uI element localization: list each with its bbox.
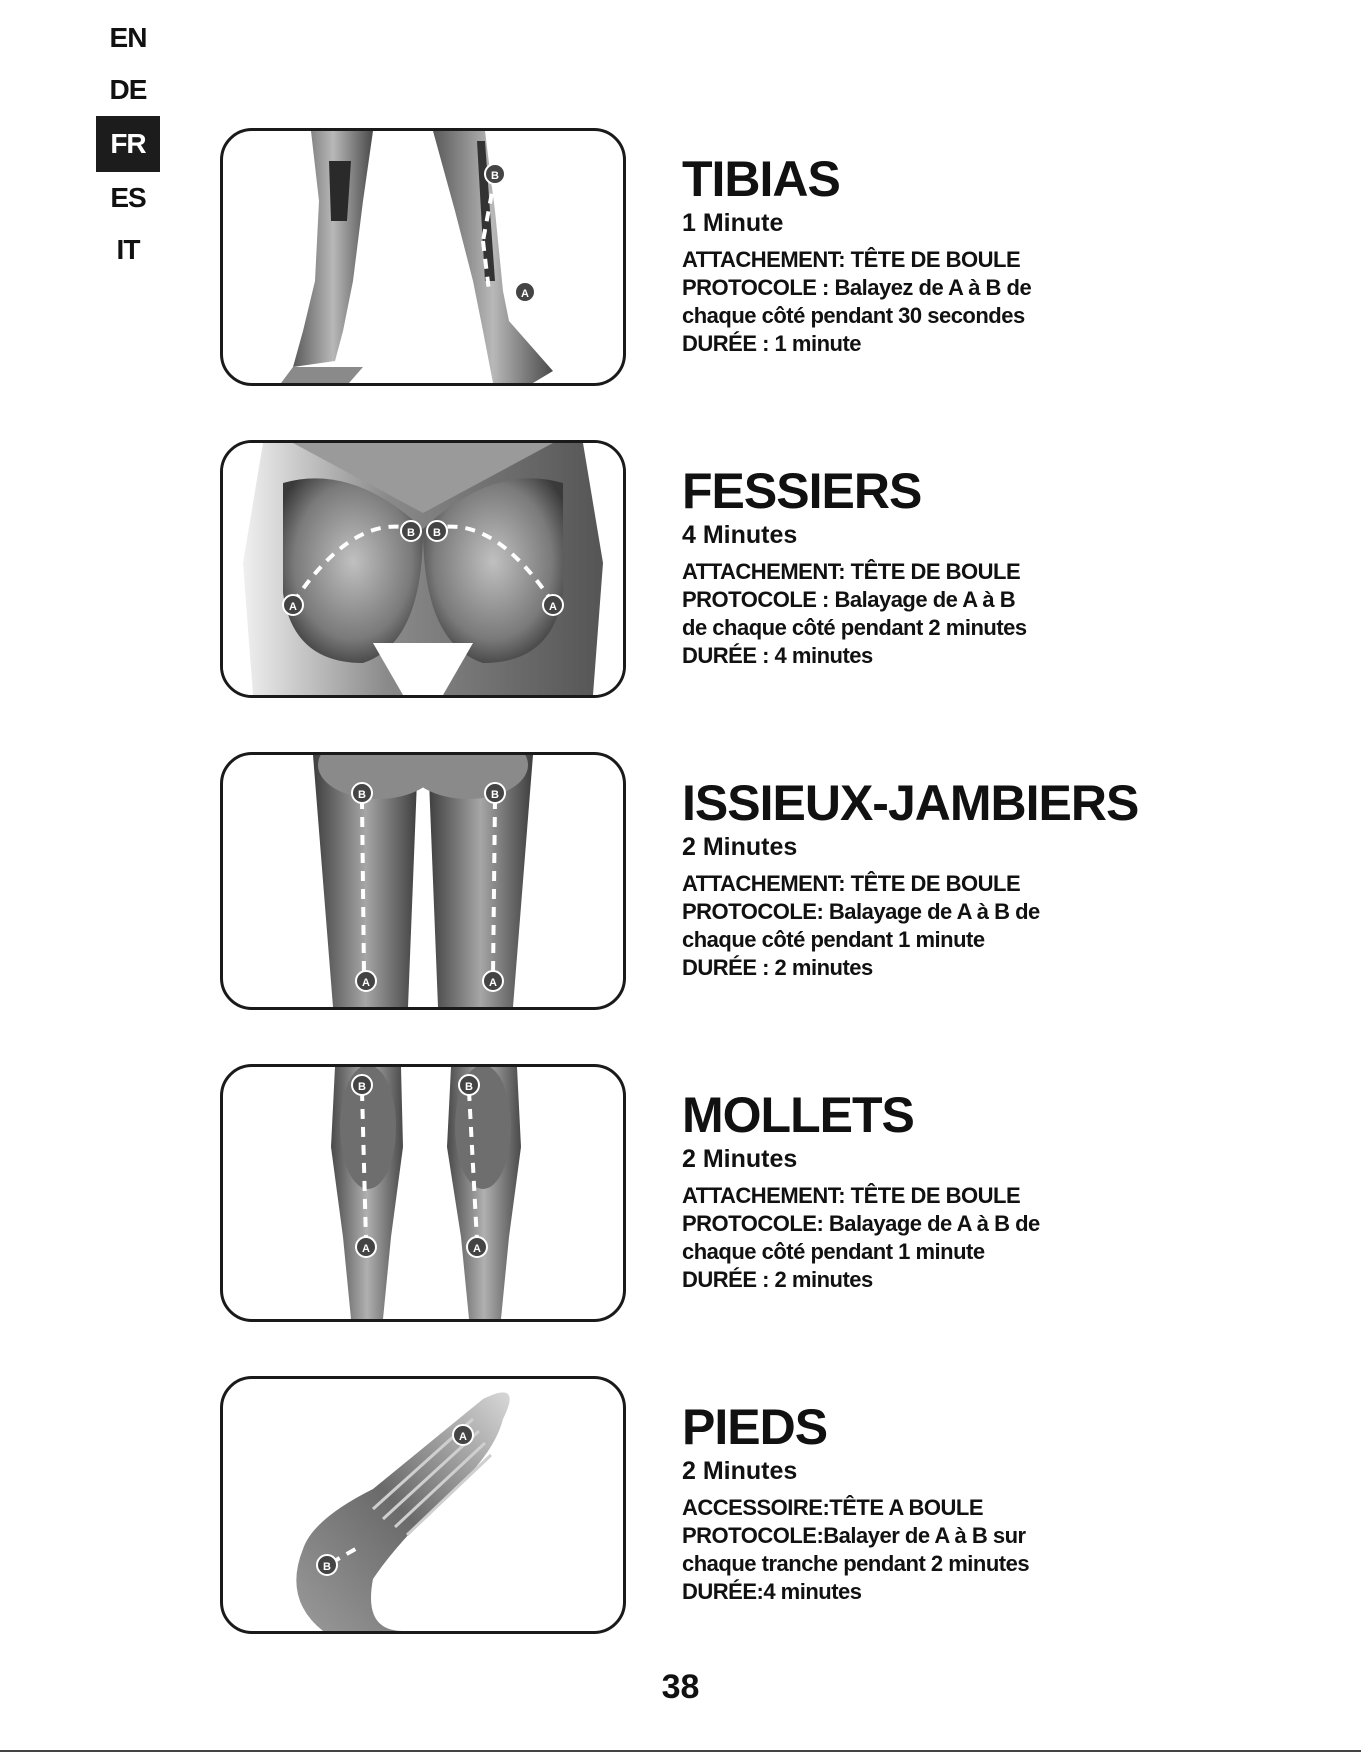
mollets-text [682, 1088, 1322, 1294]
marker-b-label: B [491, 170, 499, 182]
language-nav [96, 12, 160, 276]
marker-a-left-label: A [362, 1243, 370, 1255]
marker-a-label: A [459, 1431, 467, 1443]
marker-b-label: B [323, 1561, 331, 1573]
attachment-text: ATTACHEMENT: TÊTE DE BOULE [682, 247, 1021, 272]
lang-en[interactable]: EN [109, 22, 147, 53]
section-duration: 2 Minutes [682, 1145, 798, 1173]
section-duration: 4 Minutes [682, 521, 798, 549]
protocol-text-cont: chaque tranche pendant 2 minutes [682, 1551, 1030, 1576]
marker-a-left-label: A [289, 601, 297, 613]
calves-anatomy-image [223, 1067, 623, 1319]
protocol-text: PROTOCOLE : Balayage de A à B [682, 587, 1016, 612]
protocol-text: PROTOCOLE: Balayage de A à B de [682, 1211, 1040, 1236]
duration-text: DURÉE : 1 minute [682, 331, 862, 356]
hamstrings-illustration [220, 752, 626, 1010]
section-pieds [220, 1376, 1320, 1634]
marker-b-right-label: B [491, 789, 499, 801]
shins-illustration [220, 128, 626, 386]
section-mollets [220, 1064, 1320, 1322]
attachment-text: ATTACHEMENT: TÊTE DE BOULE [682, 1183, 1021, 1208]
marker-a-left-label: A [362, 977, 370, 989]
marker-a-right-label: A [549, 601, 557, 613]
protocol-text: PROTOCOLE:Balayer de A à B sur [682, 1523, 1026, 1548]
section-fessiers [220, 440, 1320, 698]
attachment-text: ACCESSOIRE:TÊTE A BOULE [682, 1495, 984, 1520]
section-duration: 2 Minutes [682, 1457, 798, 1485]
feet-anatomy-image [223, 1379, 623, 1631]
protocol-text-cont: chaque côté pendant 1 minute [682, 927, 985, 952]
marker-a-label: A [521, 288, 529, 300]
section-title: MOLLETS [682, 1087, 914, 1143]
bottom-divider [0, 1750, 1361, 1752]
section-issieux-jambiers [220, 752, 1320, 1010]
attachment-text: ATTACHEMENT: TÊTE DE BOULE [682, 871, 1021, 896]
lang-it[interactable]: IT [116, 234, 140, 265]
calves-illustration [220, 1064, 626, 1322]
duration-text: DURÉE:4 minutes [682, 1579, 862, 1604]
hamstrings-anatomy-image [223, 755, 623, 1007]
section-title: TIBIAS [682, 151, 840, 207]
protocol-text-cont: chaque côté pendant 30 secondes [682, 303, 1025, 328]
tibias-text [682, 152, 1322, 358]
marker-b-right-label: B [433, 527, 441, 539]
feet-illustration [220, 1376, 626, 1634]
marker-a-right-label: A [473, 1243, 481, 1255]
section-duration: 1 Minute [682, 209, 784, 237]
protocol-text-cont: de chaque côté pendant 2 minutes [682, 615, 1027, 640]
section-title: ISSIEUX-JAMBIERS [682, 775, 1139, 831]
lang-fr[interactable]: FR [96, 116, 160, 172]
duration-text: DURÉE : 2 minutes [682, 1267, 873, 1292]
attachment-text: ATTACHEMENT: TÊTE DE BOULE [682, 559, 1021, 584]
marker-b-left-label: B [407, 527, 415, 539]
lang-es[interactable]: ES [110, 182, 146, 213]
protocol-text-cont: chaque côté pendant 1 minute [682, 1239, 985, 1264]
duration-text: DURÉE : 2 minutes [682, 955, 873, 980]
shins-anatomy-image [223, 131, 623, 383]
section-duration: 2 Minutes [682, 833, 798, 861]
page-number: 38 [661, 1668, 700, 1706]
fessiers-text [682, 464, 1322, 670]
pieds-text [682, 1400, 1322, 1606]
duration-text: DURÉE : 4 minutes [682, 643, 873, 668]
marker-b-right-label: B [465, 1081, 473, 1093]
marker-b-left-label: B [358, 789, 366, 801]
marker-b-left-label: B [358, 1081, 366, 1093]
glutes-illustration [220, 440, 626, 698]
section-title: PIEDS [682, 1399, 828, 1455]
protocol-text: PROTOCOLE : Balayez de A à B de [682, 275, 1032, 300]
protocol-text: PROTOCOLE: Balayage de A à B de [682, 899, 1040, 924]
section-title: FESSIERS [682, 463, 922, 519]
glutes-anatomy-image [223, 443, 623, 695]
section-tibias [220, 128, 1320, 386]
lang-de[interactable]: DE [109, 74, 147, 105]
issieux-jambiers-text [682, 776, 1322, 982]
marker-a-right-label: A [489, 977, 497, 989]
